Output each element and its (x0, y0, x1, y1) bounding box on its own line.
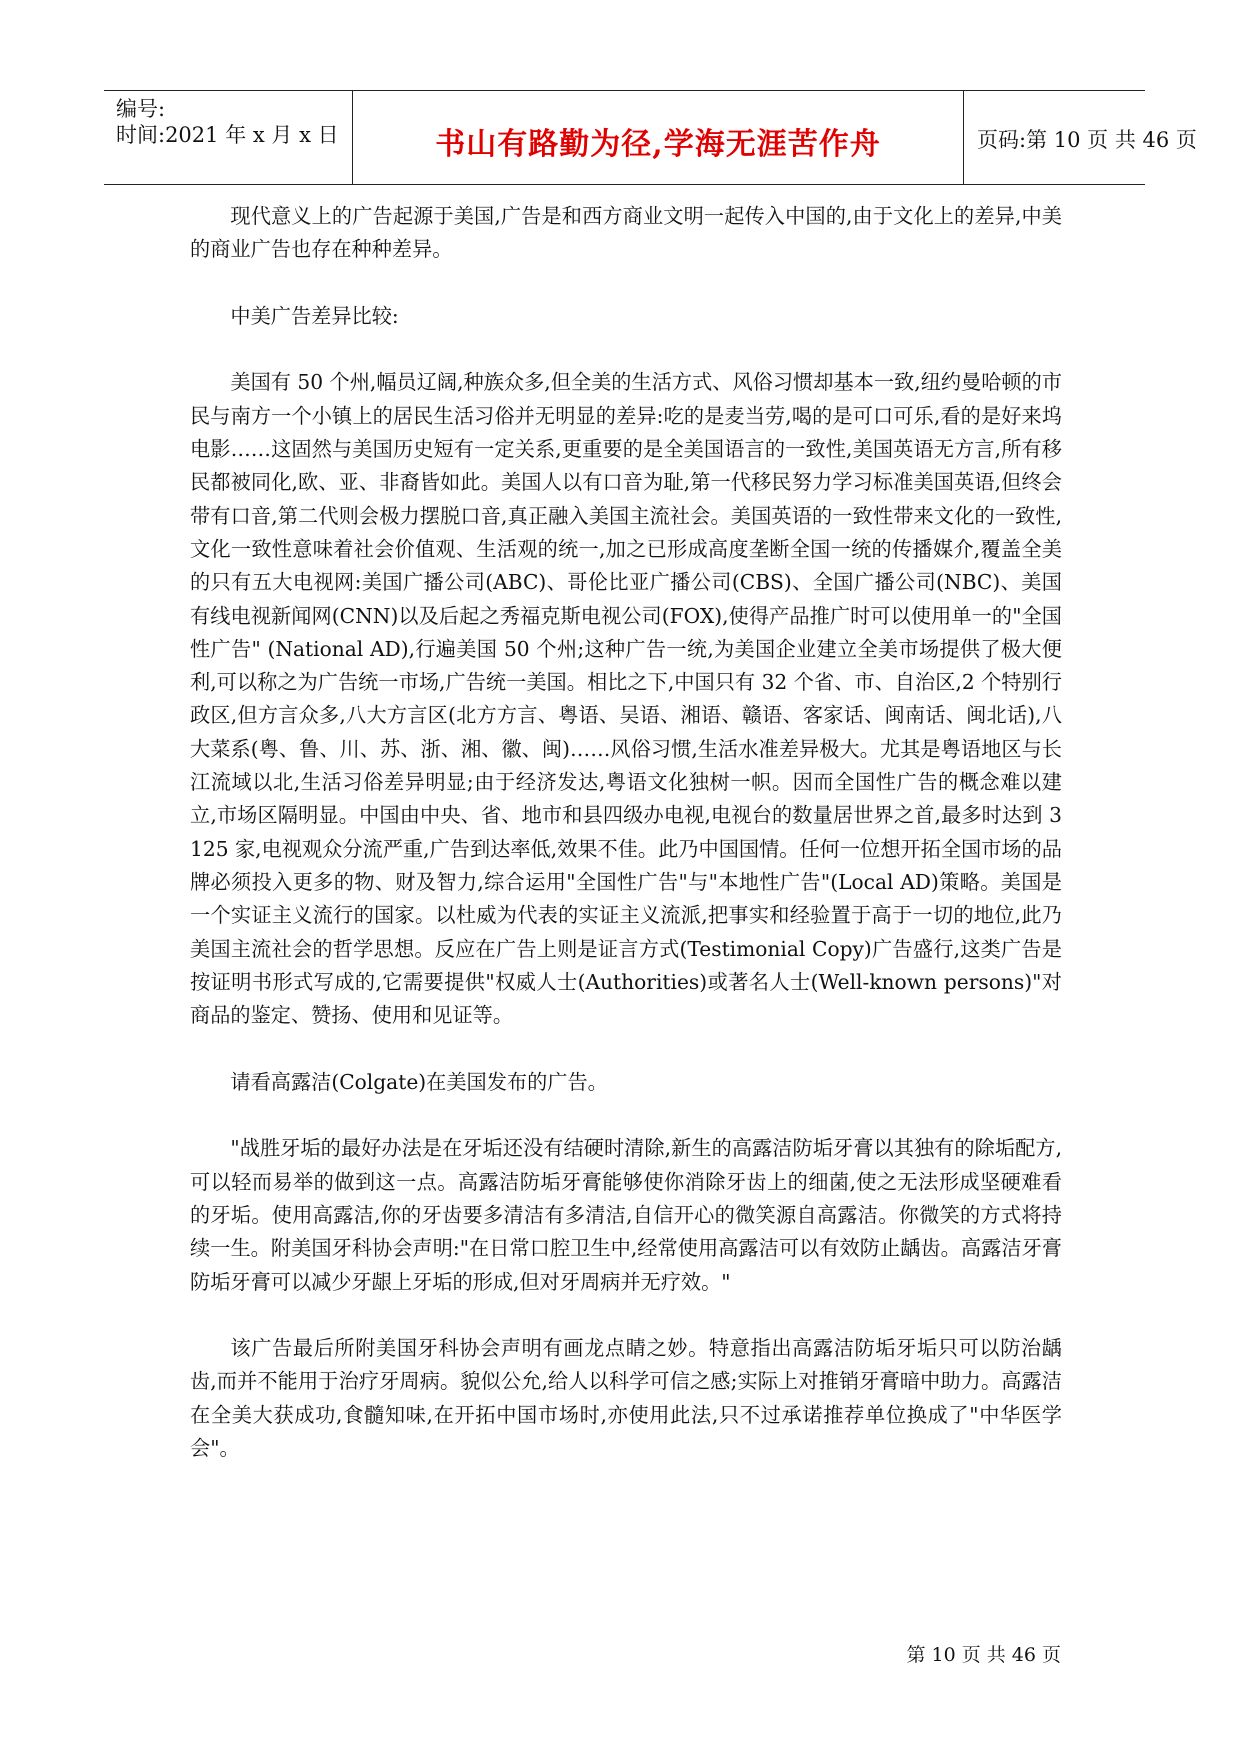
paragraph-intro: 现代意义上的广告起源于美国,广告是和西方商业文明一起传入中国的,由于文化上的差异,中美的商业广告也存在种种差异。 (190, 204, 1062, 262)
paragraph-colgate-intro: 请看高露洁(Colgate)在美国发布的广告。 (230, 1069, 608, 1094)
time-label: 时间:2021 年 x 月 x 日 (116, 123, 339, 147)
header-right-cell (965, 91, 1197, 184)
paragraph-colgate-ad-quote: "战胜牙垢的最好办法是在牙垢还没有结硬时清除,新生的高露洁防垢牙膏以其独有的除垢配方,可以轻而易举的做到这一点。高露洁防垢牙膏能够使你消除牙齿上的细菌,使之无法形成坚硬难看的牙垢。使用高露洁,你的牙齿要多清洁有多清洁,自信开心的微笑源自高露洁。你微笑的方式将持续一生。附美国牙科协会声明:"在日常口腔卫生中,经常使用高露洁可以有效防止龋齿。高露洁牙膏防垢牙膏可以减少牙龈上牙垢的形成,但对牙周病并无疗效。" (190, 1136, 1062, 1294)
paragraph-comparison-heading: 中美广告差异比较: (230, 303, 399, 328)
serial-label: 编号: (116, 97, 166, 121)
page-footer: 第 10 页 共 46 页 (906, 1644, 1061, 1666)
motto: 书山有路勤为径,学海无涯苦作舟 (435, 127, 881, 162)
body-content (190, 200, 1062, 1499)
paragraph-us-vs-china: 美国有 50 个州,幅员辽阔,种族众多,但全美的生活方式、风俗习惯却基本一致,纽约曼哈顿的市民与南方一个小镇上的居民生活习俗并无明显的差异:吃的是麦当劳,喝的是可口可乐,看的是好来坞电影……这固然与美国历史短有一定关系,更重要的是全美国语言的一致性,美国英语无方言,所有移民都被同化,欧、亚、非裔皆如此。美国人以有口音为耻,第一代移民努力学习标准美国英语,但终会带有口音,第二代则会极力摆脱口音,真正融入美国主流社会。美国英语的一致性带来文化的一致性,文化一致性意味着社会价值观、生活观的统一,加之已形成高度垄断全国一统的传播媒介,覆盖全美的只有五大电视网:美国广播公司(ABC)、哥伦比亚广播公司(CBS)、全国广播公司(NBC)、美国有线电视新闻网(CNN)以及后起之秀福克斯电视公司(FOX),使得产品推广时可以使用单一的"全国性广告" (National AD),行遍美国 50 个州;这种广告一统,为美国企业建立全美市场提供了极大便利,可以称之为广告统一市场,广告统一美国。相比之下,中国只有 32 个省、市、自治区,2 个特别行政区,但方言众多,八大方言区(北方方言、粤语、吴语、湘语、赣语、客家话、闽南话、闽北话),八大菜系(粤、鲁、川、苏、浙、湘、徽、闽)……风俗习惯,生活水准差异极大。尤其是粤语地区与长江流域以北,生活习俗差异明显;由于经济发达,粤语文化独树一帜。因而全国性广告的概念难以建立,市场区隔明显。中国由中央、省、地市和县四级办电视,电视台的数量居世界之首,最多时达到 3125 家,电视观众分流严重,广告到达率低,效果不佳。此乃中国国情。任何一位想开拓全国市场的品牌必须投入更多的物、财及智力,综合运用"全国性广告"与"本地性广告"(Local AD)策略。美国是一个实证主义流行的国家。以杜威为代表的实证主义流派,把事实和经验置于高于一切的地位,此乃美国主流社会的哲学思想。反应在广告上则是证言方式(Testimonial Copy)广告盛行,这类广告是按证明书形式写成的,它需要提供"权威人士(Authorities)或著名人士(Well-known persons)"对商品的鉴定、赞扬、使用和见证等。 (190, 370, 1062, 1028)
paragraph-analysis: 该广告最后所附美国牙科协会声明有画龙点睛之妙。特意指出高露洁防垢牙垢只可以防治龋齿,而并不能用于治疗牙周病。貌似公允,给人以科学可信之感;实际上对推销牙膏暗中助力。高露洁在全美大获成功,食髓知味,在开拓中国市场时,亦使用此法,只不过承诺推荐单位换成了"中华医学会"。 (190, 1336, 1062, 1460)
header-page-info: 页码:第 10 页 共 46 页 (977, 128, 1197, 152)
header-left-cell (104, 91, 353, 184)
page-header (104, 90, 1197, 185)
header-middle-cell (353, 91, 964, 184)
